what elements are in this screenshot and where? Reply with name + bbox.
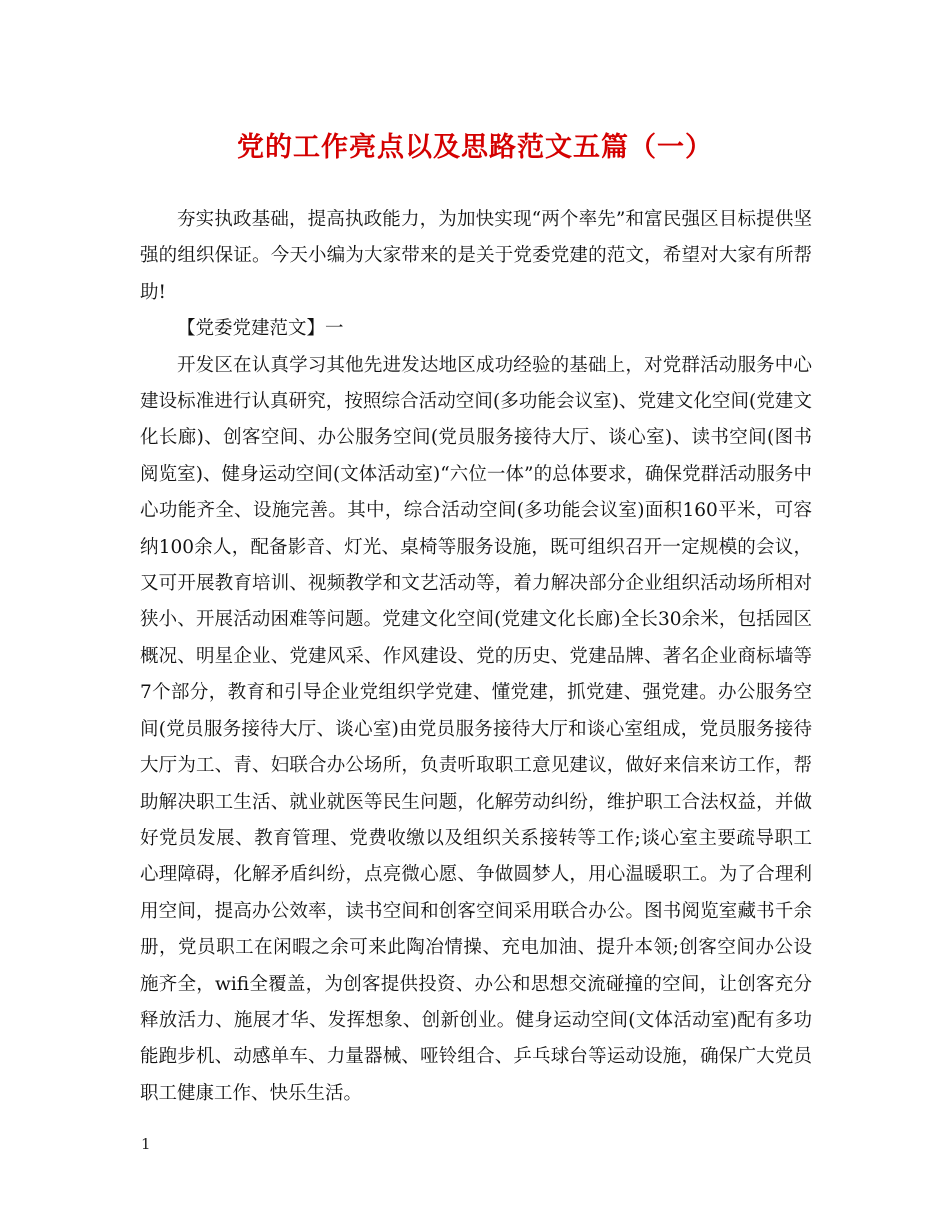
section-heading: 【党委党建范文】一 — [177, 318, 344, 340]
document-body — [140, 202, 812, 1112]
intro-paragraph: 夯实执政基础，提高执政能力，为加快实现“两个率先”和富民强区目标提供坚强的组织保证。今天小编为大家带来的是关于党委党建的范文，希望对大家有所帮助! — [140, 209, 812, 303]
main-paragraph: 开发区在认真学习其他先进发达地区成功经验的基础上，对党群活动服务中心建设标准进行认真研究，按照综合活动空间(多功能会议室)、党建文化空间(党建文化长廊)、创客空间、办公服务空间(党员服务接待大厅、谈心室)、读书空间(图书阅览室)、健身运动空间(文体活动室)“六位一体”的总体要求，确保党群活动服务中心功能齐全、设施完善。其中，综合活动空间(多功能会议室)面积160平米，可容纳100余人，配备影音、灯光、桌椅等服务设施，既可组织召开一定规模的会议，又可开展教育培训、视频教学和文艺活动等，着力解决部分企业组织活动场所相对狭小、开展活动困难等问题。党建文化空间(党建文化长廊)全长30余米，包括园区概况、明星企业、党建风采、作风建设、党的历史、党建品牌、著名企业商标墙等7个部分，教育和引导企业党组织学党建、懂党建，抓党建、强党建。办公服务空间(党员服务接待大厅、谈心室)由党员服务接待大厅和谈心室组成，党员服务接待大厅为工、青、妇联合办公场所，负责听取职工意见建议，做好来信来访工作，帮助解决职工生活、就业就医等民生问题，化解劳动纠纷，维护职工合法权益，并做好党员发展、教育管理、党费收缴以及组织关系接转等工作;谈心室主要疏导职工心理障碍，化解矛盾纠纷，点亮微心愿、争做圆梦人，用心温暖职工。为了合理利用空间，提高办公效率，读书空间和创客空间采用联合办公。图书阅览室藏书千余册，党员职工在闲暇之余可来此陶冶情操、充电加油、提升本领;创客空间办公设施齐全，wifi全覆盖，为创客提供投资、办公和思想交流碰撞的空间，让创客充分释放活力、施展才华、发挥想象、创新创业。健身运动空间(文体活动室)配有多功能跑步机、动感单车、力量器械、哑铃组合、乒乓球台等运动设施，确保广大党员职工健康工作、快乐生活。 — [140, 354, 812, 1104]
document-title: 党的工作亮点以及思路范文五篇（一） — [237, 132, 713, 163]
page-number: 1 — [141, 1135, 151, 1153]
